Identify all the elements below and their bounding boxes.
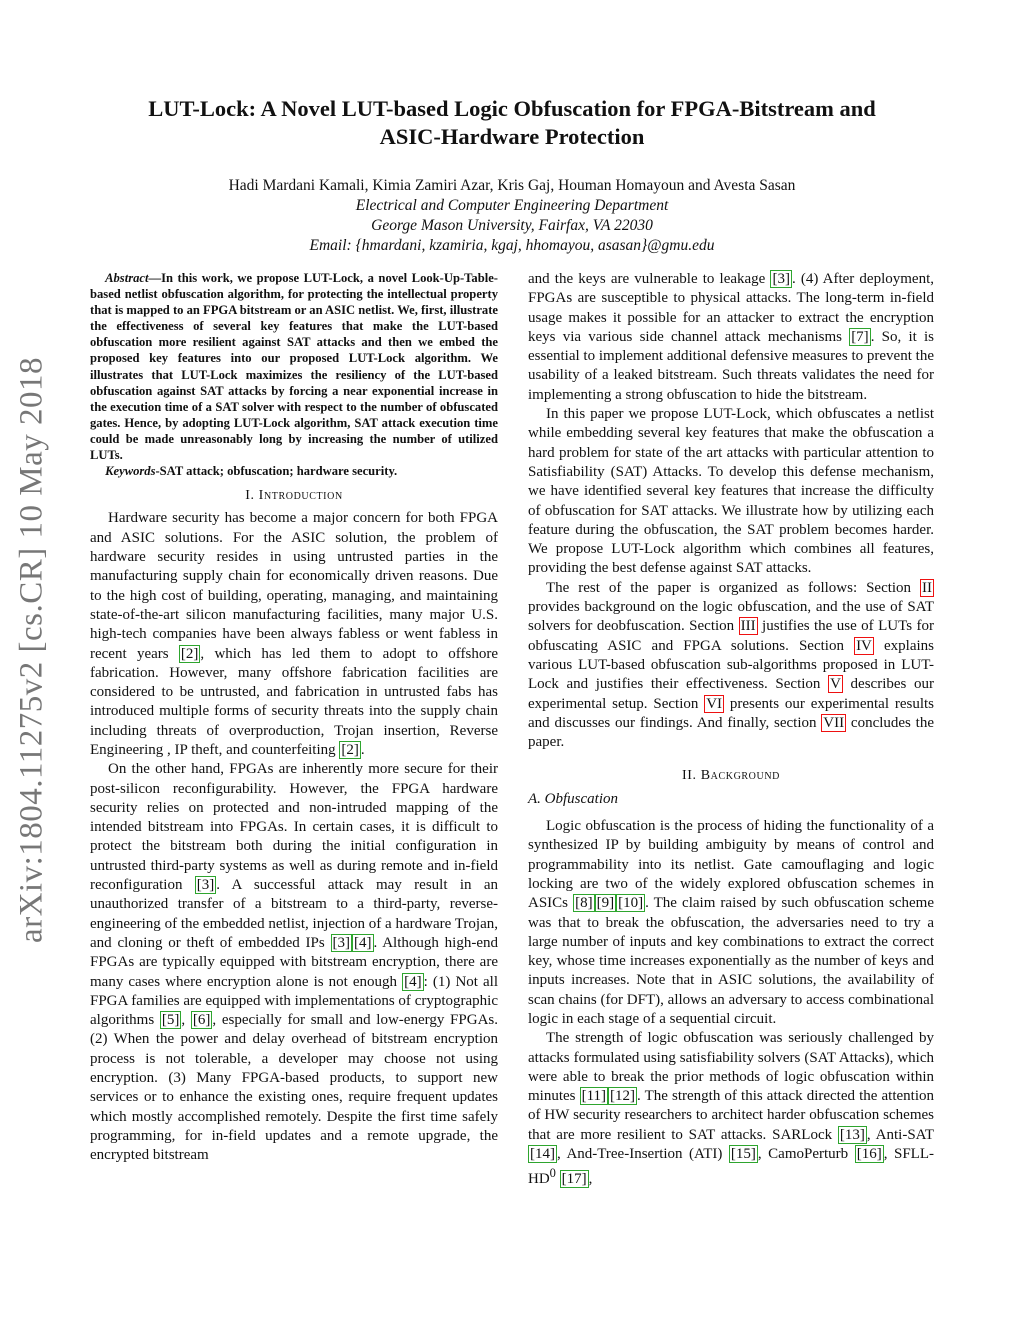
author-names: Hadi Mardani Kamali, Kimia Zamiri Azar, Kris Gaj, Houman Homayoun and Avesta Sasan — [228, 177, 796, 194]
author-department: Electrical and Computer Engineering Department — [355, 197, 669, 214]
abstract-label: Abstract — [105, 271, 149, 285]
subsection-heading-obfuscation: A. Obfuscation — [528, 790, 618, 807]
paper-title — [100, 95, 924, 151]
section-link[interactable]: V — [830, 676, 841, 693]
left-column — [90, 270, 498, 1166]
citation-link[interactable]: [7] — [851, 328, 869, 345]
citation-link[interactable]: [3] — [772, 271, 790, 287]
citation-link[interactable]: [4] — [354, 934, 372, 951]
title-line-1: LUT-Lock: A Novel LUT-based Logic Obfuscation for FPGA-Bitstream and — [148, 96, 876, 121]
section-heading-introduction: I. Introduction — [245, 488, 343, 504]
section-link[interactable]: III — [740, 618, 756, 635]
arxiv-identifier: arXiv:1804.11275v2 [cs.CR] 10 May 2018 — [13, 356, 50, 944]
author-university: George Mason University, Fairfax, VA 22030 — [371, 217, 653, 234]
citation-link[interactable]: [4] — [404, 973, 422, 990]
intro-paragraph-2: On the other hand, FPGAs are inherently more secure for their post-silicon reconfigurability. However, the FPGA hardware security relies on protected and non-intruded mapping of the intended bitstream into FPGAs. In certain cases, it is difficult to protect the bitstream both during the initial configuration in untrusted third-party systems as well as during remote and in-field reconfiguration [3] . A successful attack may result in an unauthorized transfer of a bitstream to a third-party, reverse-engineering of the embedded netlist, injection of a hardware Trojan, and cloning or theft of embedded IPs [3] [4] . Although high-end FPGAs are typically equipped with bitstream encryption, there are many cases where encryption alone is not enough [4] : (1) Not all FPGA families are equipped with implementations of cryptographic algorithms [5] , [6] , especially for small and low-energy FPGAs. (2) When the power and delay overhead of bitstream encryption process is not tolerable, a developer may choose not using encryption. (3) Many FPGA-based products, to support new services or to enhance the existing ones, require frequent updates which mostly accomplished remotely. Despite the first time safely programming, for in-field updates and a remote upgrade, the encrypted bitstream — [90, 761, 498, 1164]
right-column — [528, 270, 934, 1190]
citation-link[interactable]: [11] — [581, 1088, 607, 1105]
citation-link[interactable]: [5] — [161, 1012, 180, 1029]
citation-link[interactable]: [12] — [610, 1088, 636, 1105]
section-link[interactable]: VI — [706, 695, 723, 712]
background-paragraph-1: Logic obfuscation is the process of hiding the functionality of a synthesized IP by building ambiguity by means of control and programmability into its netlist. Gate camouflaging and logic locking are two of the widely explored obfuscation schemes in ASICs [8] [9] [10] . The claim raised by such obfuscation scheme was that to break the obfuscation, the adversaries need to try a large number of inputs and key combinations to extract the correct key, whose time increases exponentially as the number of keys and inputs increases. Note that in ASIC solutions, the availability of scan chains (for DFT), allows an adversary to access combinational logic in each stage of a sequential circuit. — [528, 818, 935, 1027]
citation-link[interactable]: [2] — [341, 741, 359, 758]
citation-link[interactable]: [3] — [196, 877, 215, 894]
citation-link[interactable]: [6] — [192, 1012, 211, 1029]
citation-link[interactable]: [16] — [856, 1146, 882, 1163]
citation-link[interactable]: [9] — [596, 895, 615, 912]
citation-link[interactable]: [13] — [839, 1126, 865, 1143]
section-heading-background: II. Background — [682, 768, 780, 784]
citation-link[interactable]: [2] — [180, 645, 199, 662]
title-line-2: ASIC-Hardware Protection — [379, 124, 645, 149]
citation-link[interactable]: [8] — [575, 895, 593, 912]
keywords-text: -SAT attack; obfuscation; hardware security. — [155, 464, 398, 479]
abstract-text: —In this work, we propose LUT-Lock, a novel Look-Up-Table-based netlist obfuscation algorithm, for protecting the intellectual property that is mapped to an FPGA bitstream or an ASIC netlist. We, first, illustrate the effectiveness of several key features that make the LUT-based obfuscation more resilient against SAT attacks and then we embed the proposed key features into our proposed LUT-Lock algorithm. We illustrates that LUT-Lock maximizes the resiliency of the LUT-based obfuscation against SAT attacks by forcing a near exponential increase in the execution time of a SAT solver with respect to the number of obfuscated gates. Hence, by adopting LUT-Lock algorithm, SAT attack execution time could be made unreasonably long by increasing the number of utilized LUTs. — [90, 271, 498, 463]
abstract — [90, 270, 498, 463]
author-email: Email: {hmardani, kzamiria, kgaj, hhomayou, asasan}@gmu.edu — [309, 237, 715, 254]
intro-paragraph-1: Hardware security has become a major concern for both FPGA and ASIC solutions. For the ASIC solution, the problem of hardware security resides in using untrusted parties in the manufacturing supply chain for economically driven reasons. Due to the high cost of building, operating, managing, and maintaining state-of-the-art silicon manufacturing facilities, many major U.S. high-tech companies have been always fabless or went fabless in recent years [2] , which has led them to adopt to offshore fabrication. However, many offshore fabrication facilities are considered to be untrusted, and fabrication in untrusted fabs has introduced multiple forms of security threats into the supply chain including threats of overproduction, Trojan insertion, Reverse Engineering , IP theft, and counterfeiting [2] . — [90, 510, 498, 758]
keywords-label: Keywords — [105, 464, 156, 479]
author-block — [100, 176, 924, 256]
intro-paragraph-3: In this paper we propose LUT-Lock, which obfuscates a netlist while embedding several key features that make the obfuscation a hard problem for state of the art attacks with particular attention to Satisfiability (SAT) Attacks. To develop this defense mechanism, we have identified several key features that increase the difficulty of obfuscation for SAT attacks. We illustrate how by utilizing each feature during the obfuscation, the SAT problem becomes harder. We propose LUT-Lock algorithm which combines all features, providing the best defense against SAT attacks. — [528, 406, 934, 577]
intro-paragraph-4: The rest of the paper is organized as follows: Section II provides background on the logic obfuscation, and the use of SAT solvers for deobfuscation. Section III justifies the use of LUTs for obfuscating ASIC and FPGA solutions. Section IV explains various LUT-based obfuscation sub-algorithms proposed in LUT-Lock and justifies their effectiveness. Section V describes our experimental setup. Section VI presents our experimental results and discusses our findings. And finally, section VII concludes the paper. — [528, 579, 935, 751]
citation-link[interactable]: [3] — [332, 934, 350, 951]
background-paragraph-2: The strength of logic obfuscation was seriously challenged by attacks formulated using satisfiability solvers (SAT Attacks), which were able to break the prior methods of logic obfuscation within minutes [11] [12] . The strength of this attack directed the attention of HW security researchers to architect harder obfuscation schemes that are more resilient to SAT attacks. SARLock [13] , Anti-SAT [14] , And-Tree-Insertion (ATI) [15] , CamoPerturb [16] , SFLL-$HD^0$ [17] , — [528, 1030, 934, 1188]
section-link[interactable]: II — [922, 579, 932, 596]
citation-link[interactable]: [14] — [530, 1146, 555, 1163]
section-link[interactable]: VII — [823, 714, 845, 731]
citation-link[interactable]: [10] — [618, 895, 644, 912]
intro-paragraph-2-cont: and the keys are vulnerable to leakage [3] . (4) After deployment, FPGAs are susceptible to physical attacks. The long-term in-field usage makes it possible for an attacker to extract the encryption keys via various side channel attack mechanisms [7] . So, it is essential to implement additional defensive measures to prevent the usability of a leaked bitstream. Such threats validates the need for implementing a strong obfuscation to hide the bitstream. — [528, 271, 934, 403]
keywords — [90, 463, 498, 479]
section-link[interactable]: IV — [856, 637, 872, 654]
citation-link[interactable]: [17] — [561, 1171, 587, 1188]
citation-link[interactable]: [15] — [730, 1146, 756, 1163]
